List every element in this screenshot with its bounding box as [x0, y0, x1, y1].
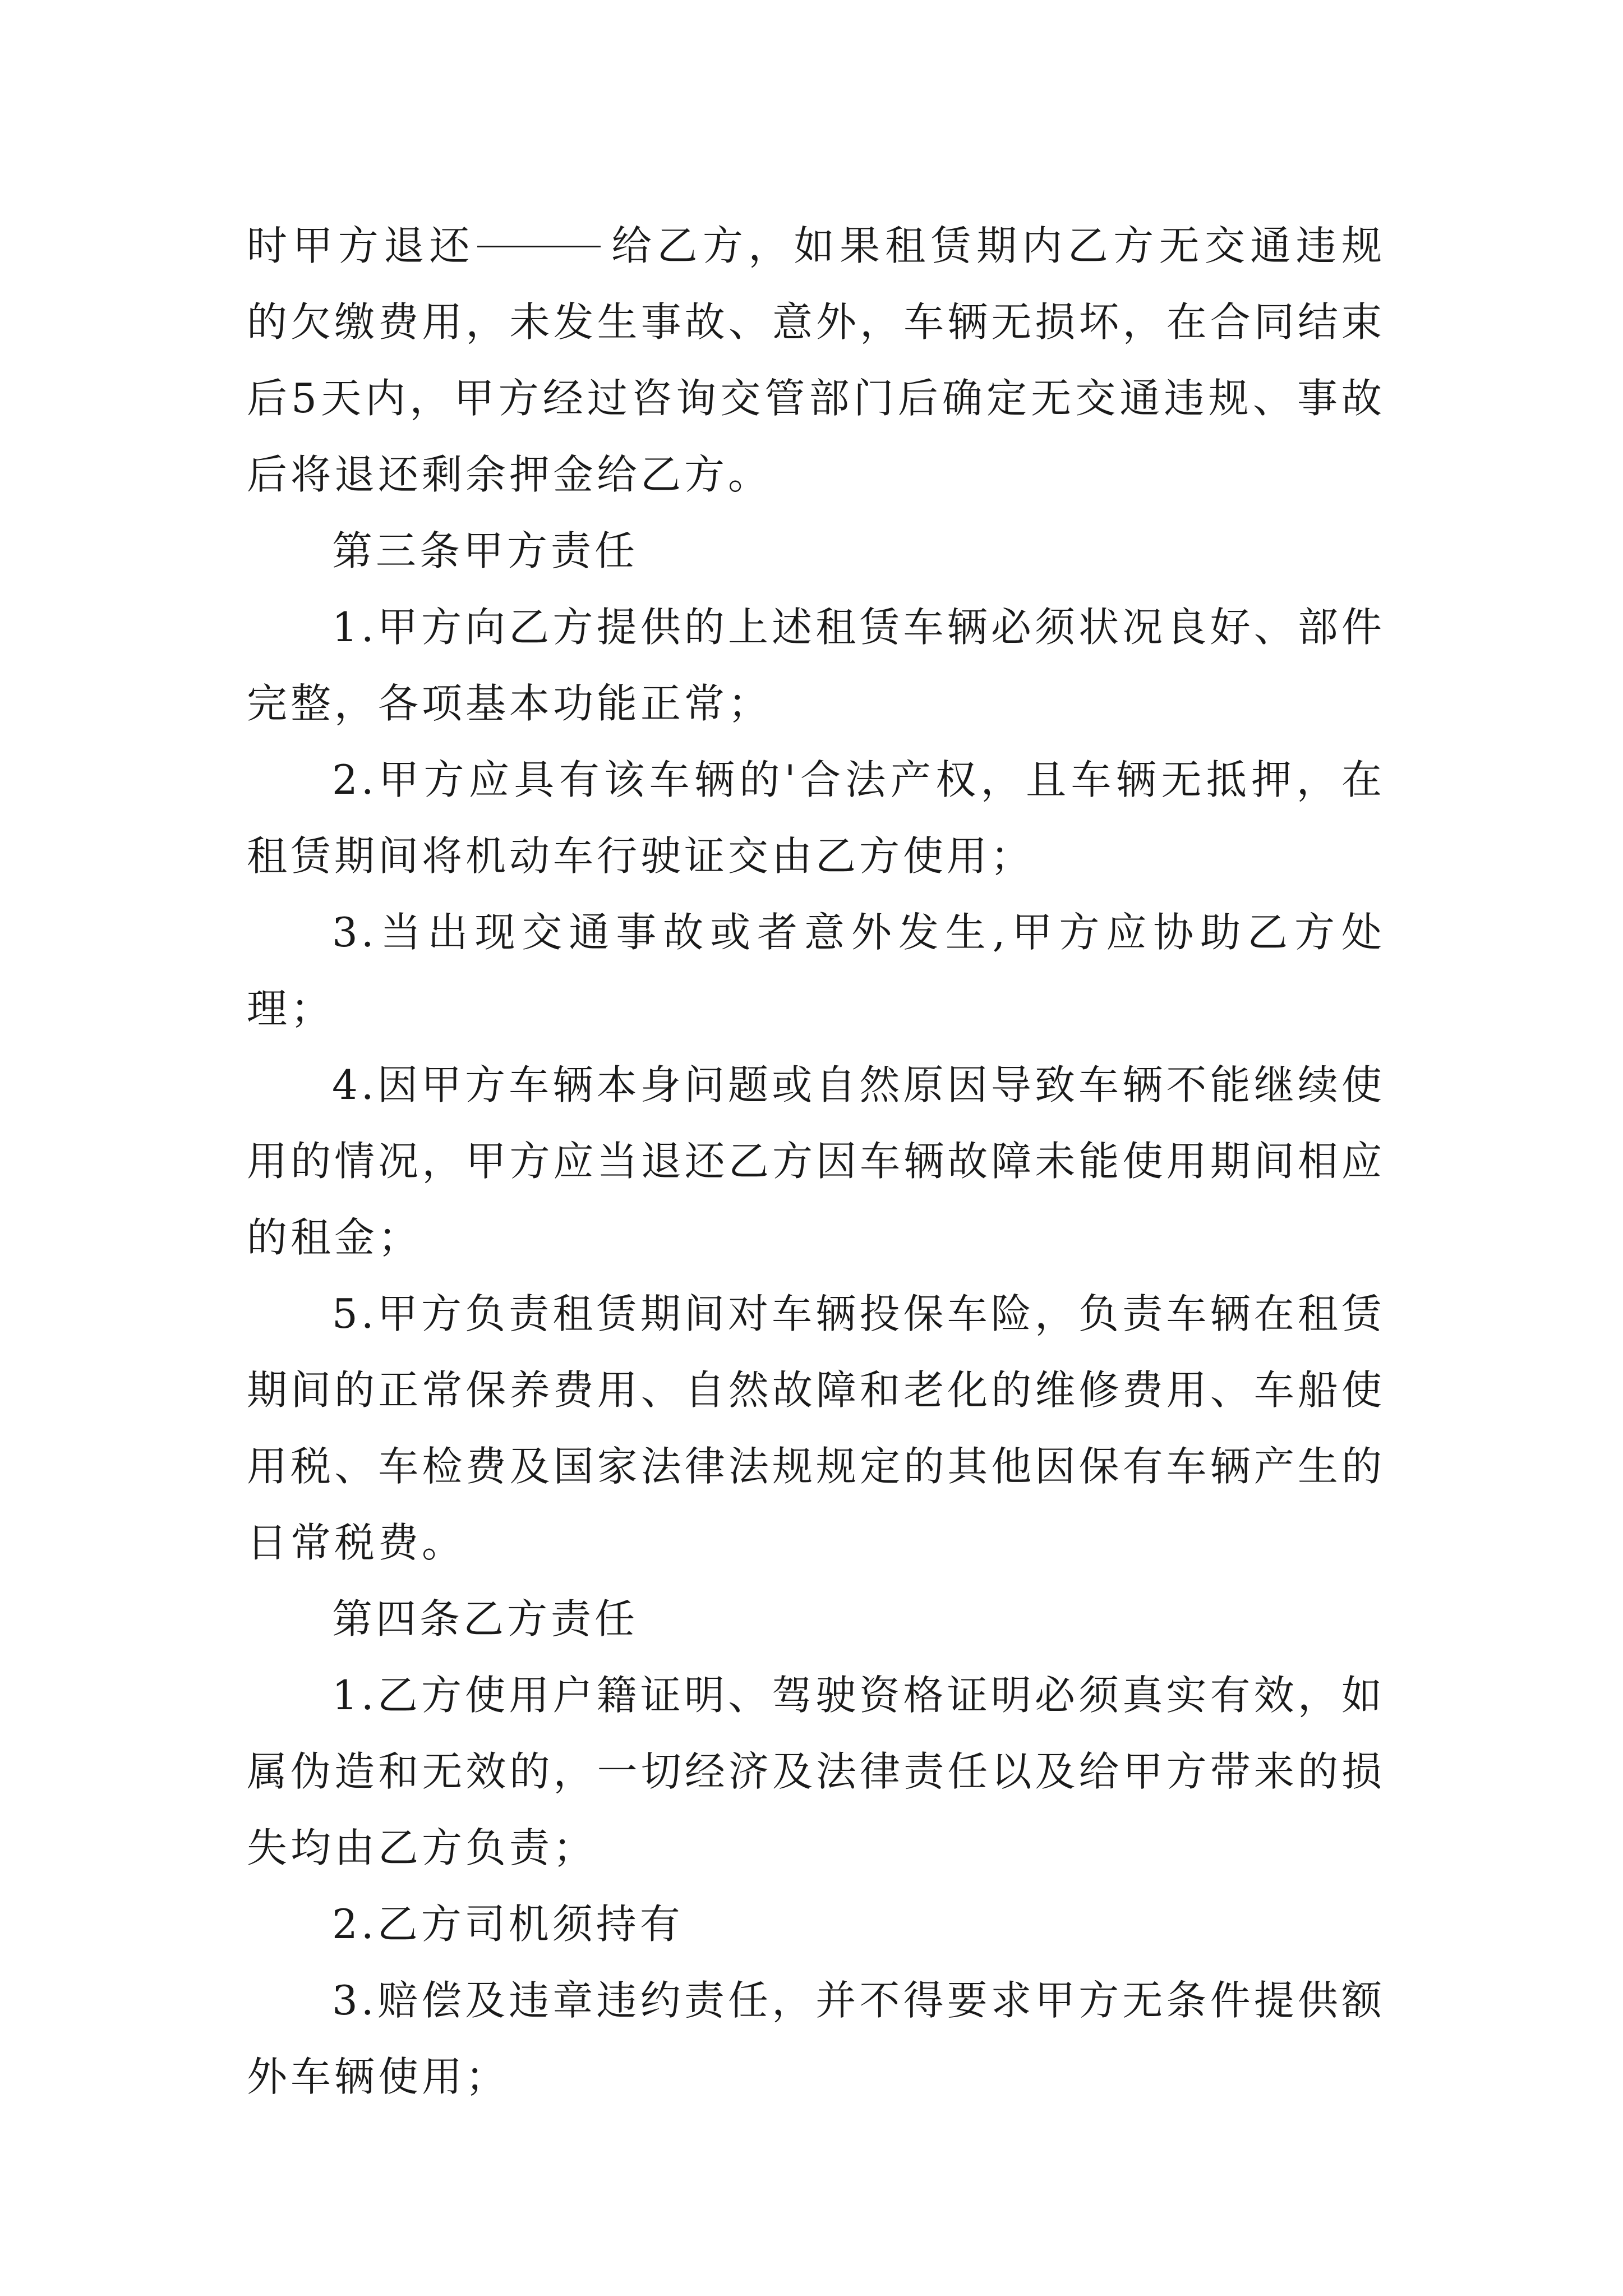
- party-a-clause-2: 2.甲方应具有该车辆的'合法产权，且车辆无抵押，在租赁期间将机动车行驶证交由乙方使用；: [247, 756, 1385, 880]
- party-b-clause-3: 3.赔偿及违章违约责任，并不得要求甲方无条件提供额外车辆使用；: [247, 1977, 1385, 2100]
- party-a-clause-5: 5.甲方负责租赁期间对车辆投保车险，负责车辆在租赁期间的正常保养费用、自然故障和老化的维修费用、车船使用税、车检费及国家法律法规规定的其他因保有车辆产生的日常税费。: [247, 1290, 1385, 1566]
- document-body: [247, 208, 1385, 2115]
- party-a-clause-3: 3.当出现交通事故或者意外发生,甲方应协助乙方处理；: [247, 909, 1385, 1032]
- party-b-clause-2: 2.乙方司机须持有: [332, 1901, 684, 1948]
- fill-in-blank: [477, 245, 601, 247]
- party-b-clause-1: 1.乙方使用户籍证明、驾驶资格证明必须真实有效，如属伪造和无效的，一切经济及法律责任以及给甲方带来的损失均由乙方负责；: [247, 1672, 1385, 1871]
- paragraph-text-before-blank: 时甲方退还: [247, 222, 475, 269]
- paragraph-deposit-refund: [247, 208, 1385, 513]
- paragraph-text-after-blank: 给乙方，如果租赁期内乙方无交通违规的欠缴费用，未发生事故、意外，车辆无损坏，在合同结束后5天内，甲方经过咨询交管部门后确定无交通违规、事故后将退还剩余押金给乙方。: [247, 222, 1385, 498]
- party-a-clause-4: 4.因甲方车辆本身问题或自然原因导致车辆不能继续使用的情况，甲方应当退还乙方因车辆故障未能使用期间相应的租金；: [247, 1061, 1385, 1261]
- section-heading-party-a-duties: 第三条甲方责任: [332, 527, 639, 574]
- party-a-clause-1: 1.甲方向乙方提供的上述租赁车辆必须状况良好、部件完整，各项基本功能正常；: [247, 604, 1385, 727]
- section-heading-party-b-duties: 第四条乙方责任: [332, 1595, 639, 1642]
